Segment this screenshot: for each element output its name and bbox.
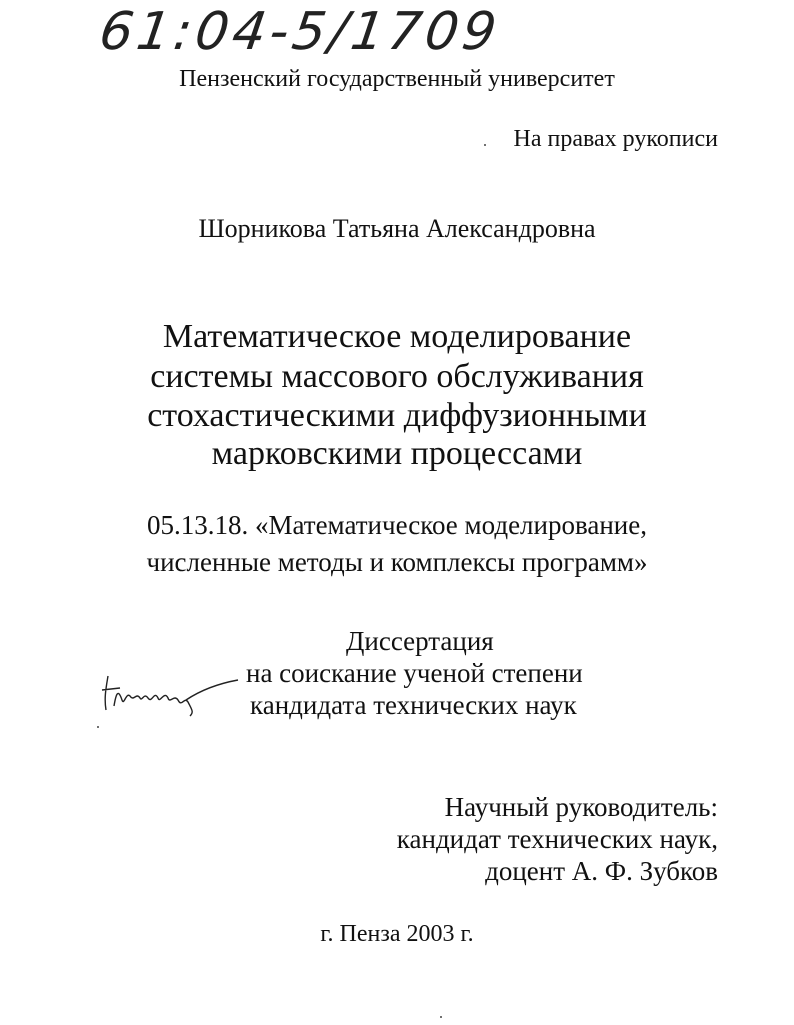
supervisor-line-3: доцент А. Ф. Зубков (485, 856, 718, 886)
degree-line-3: кандидата технических наук (250, 690, 577, 720)
signature (98, 668, 248, 718)
university-name: Пензенский государственный университет (179, 66, 615, 92)
title-line-3: стохастическими диффузионными (147, 397, 647, 434)
title-line-4: марковскими процессами (211, 435, 583, 472)
title-line-1: Математическое моделирование (162, 318, 632, 355)
title-line-2: системы массового обслуживания (150, 358, 644, 395)
manuscript-note: На правах рукописи (513, 126, 718, 152)
scan-speck (440, 1016, 442, 1018)
specialty-line-1: 05.13.18. «Математическое моделирование, (146, 510, 647, 540)
author-name: Шорникова Татьяна Александровна (198, 214, 596, 243)
degree-line-1: Диссертация (346, 626, 494, 656)
supervisor-line-1: Научный руководитель: (444, 792, 718, 822)
scan-speck (484, 144, 486, 146)
city-year: г. Пенза 2003 г. (320, 921, 474, 947)
scan-speck (97, 726, 99, 728)
specialty-line-2: численные методы и комплексы программ» (146, 547, 648, 577)
degree-line-2: на соискание ученой степени (246, 658, 583, 688)
supervisor-line-2: кандидат технических наук, (396, 824, 718, 854)
handwritten-archive-code: 61:04-5/1709 (95, 2, 504, 62)
